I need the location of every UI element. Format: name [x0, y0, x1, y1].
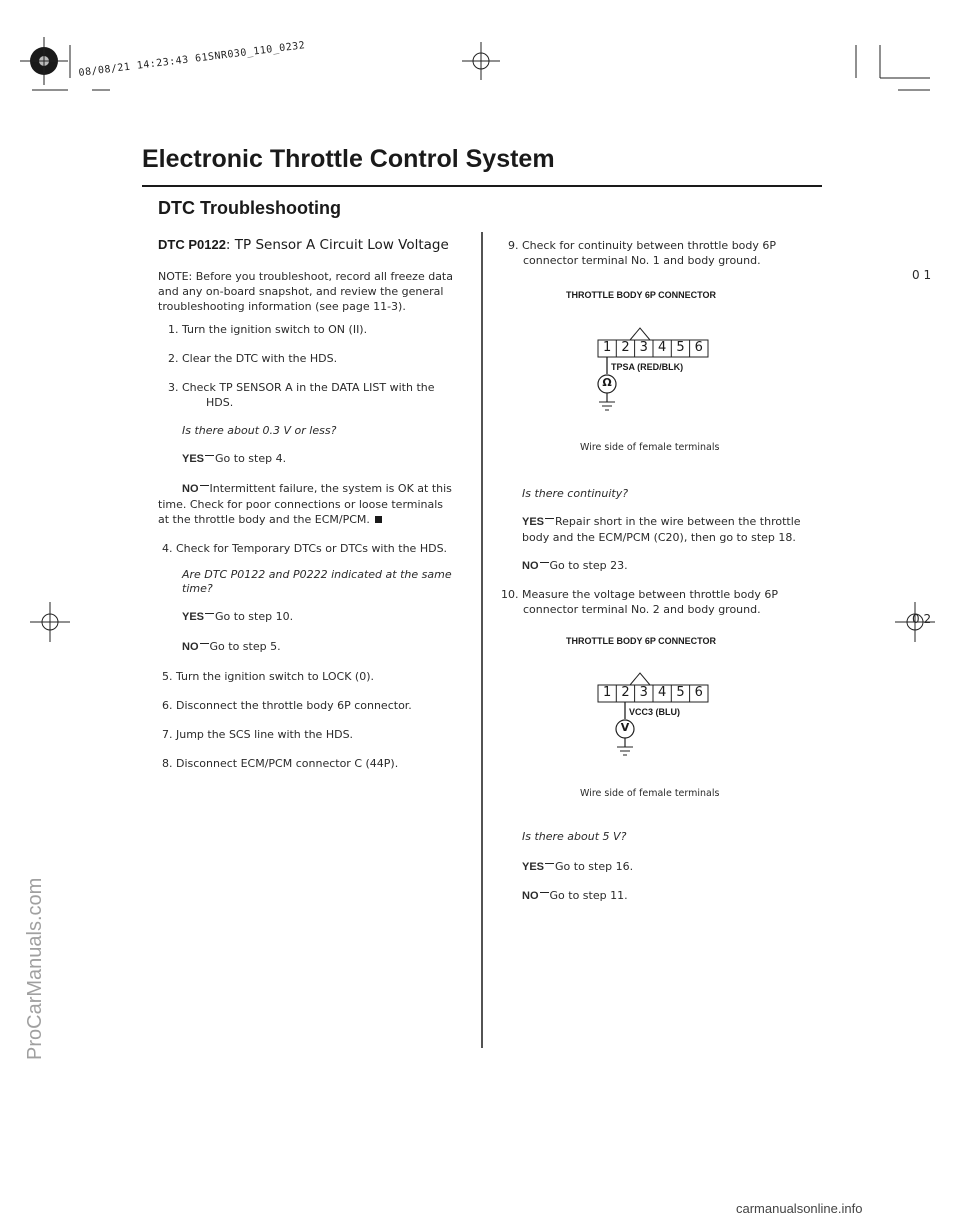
- yes-9-text: Repair short in the wire between the throttle: [555, 515, 801, 528]
- diagram-1-wire-label: TPSA (RED/BLK): [611, 362, 684, 372]
- terminal-5: 5: [676, 340, 685, 355]
- no-9: [522, 558, 628, 574]
- yes-9: [522, 514, 812, 545]
- terminal-4: 4: [658, 340, 667, 355]
- terminal-6: 6: [694, 685, 703, 700]
- question-4-line: Are DTC P0122 and P0222 indicated at the same: [182, 568, 452, 581]
- question-10: Is there about 5 V?: [522, 830, 627, 843]
- side-mark-2: 0 2: [912, 612, 932, 626]
- dash: [200, 643, 209, 644]
- no-4: [158, 639, 470, 655]
- no-3-text: time. Check for poor connections or loose terminals: [158, 498, 444, 511]
- no-label: NO: [182, 483, 199, 495]
- diagram-2-wire-label: VCC3 (BLU): [629, 707, 680, 717]
- no-10: [522, 888, 628, 904]
- step-8: 8. Disconnect ECM/PCM connector C (44P).: [162, 757, 399, 770]
- step-3-line: 3. Check TP SENSOR A in the DATA LIST with the: [168, 381, 435, 394]
- diagram-1-terminals: [598, 340, 708, 357]
- diagram-2-title: THROTTLE BODY 6P CONNECTOR: [566, 636, 717, 646]
- step-6: 6. Disconnect the throttle body 6P connector.: [162, 699, 412, 712]
- dash: [205, 613, 214, 614]
- side-watermark: ProCarManuals.com: [24, 877, 46, 1060]
- yes-3: [158, 451, 470, 467]
- note-block: [158, 269, 470, 314]
- no-4-text: Go to step 5.: [209, 640, 281, 653]
- footer-watermark: carmanualsonline.info: [736, 1201, 863, 1216]
- step-2: 2. Clear the DTC with the HDS.: [168, 352, 338, 365]
- yes-9-text: body and the ECM/PCM (C20), then go to step 18.: [522, 531, 796, 544]
- no-label: NO: [522, 560, 539, 572]
- no-3-text: at the throttle body and the ECM/PCM.: [158, 513, 370, 526]
- step-9: [508, 238, 808, 268]
- diagram-2-terminals: [598, 685, 708, 702]
- step-3-line: HDS.: [206, 396, 234, 409]
- dash: [540, 562, 549, 563]
- yes-label: YES: [522, 516, 545, 528]
- yes-label: YES: [182, 453, 205, 465]
- step-10-line: connector terminal No. 2 and body ground.: [523, 603, 761, 616]
- note-line: NOTE: Before you troubleshoot, record all freeze data: [158, 270, 453, 283]
- dash: [545, 863, 554, 864]
- no-10-text: Go to step 11.: [549, 889, 628, 902]
- connector-diagram-1: [590, 322, 730, 422]
- step-3: [158, 380, 470, 410]
- yes-10: [522, 859, 633, 875]
- no-3-text: Intermittent failure, the system is OK at this: [209, 482, 452, 495]
- side-mark-1: 0 1: [912, 268, 932, 282]
- terminal-1: 1: [603, 340, 612, 355]
- terminal-3: 3: [639, 340, 648, 355]
- diagram-1-caption: Wire side of female terminals: [580, 442, 720, 453]
- yes-4: [158, 609, 470, 625]
- terminal-2: 2: [621, 685, 630, 700]
- dtc-code: DTC P0122: [158, 237, 226, 252]
- print-stamp: 08/08/21 14:23:43 61SNR030_110_0232: [78, 40, 306, 79]
- step-10-line: 10. Measure the voltage between throttle body 6P: [501, 588, 779, 601]
- yes-4-text: Go to step 10.: [215, 610, 294, 623]
- step-5: 5. Turn the ignition switch to LOCK (0).: [162, 670, 375, 683]
- question-4-line: time?: [182, 582, 213, 595]
- yes-10-text: Go to step 16.: [555, 860, 634, 873]
- terminal-5: 5: [676, 685, 685, 700]
- terminal-4: 4: [658, 685, 667, 700]
- question-9: Is there continuity?: [522, 487, 629, 500]
- dash: [200, 485, 209, 486]
- terminal-1: 1: [603, 685, 612, 700]
- no-9-text: Go to step 23.: [549, 559, 628, 572]
- no-label: NO: [522, 890, 539, 902]
- note-line: troubleshooting information (see page 11-3).: [158, 300, 406, 313]
- step-1: 1. Turn the ignition switch to ON (II).: [168, 323, 368, 336]
- question-4: [158, 568, 470, 596]
- section-title: DTC Troubleshooting: [158, 198, 341, 218]
- diagram-1-title: THROTTLE BODY 6P CONNECTOR: [566, 290, 717, 300]
- yes-label: YES: [182, 611, 205, 623]
- no-label: NO: [182, 641, 199, 653]
- dash: [545, 518, 554, 519]
- dtc-description: : TP Sensor A Circuit Low Voltage: [225, 237, 449, 253]
- dash: [205, 455, 214, 456]
- step-10: [501, 587, 811, 617]
- step-9-line: 9. Check for continuity between throttle body 6P: [508, 239, 777, 252]
- voltmeter-icon: V: [620, 721, 630, 734]
- dtc-heading: [158, 236, 470, 254]
- step-4: 4. Check for Temporary DTCs or DTCs with the HDS.: [162, 542, 448, 555]
- terminal-6: 6: [694, 340, 703, 355]
- yes-3-text: Go to step 4.: [215, 452, 287, 465]
- connector-diagram-2: [590, 667, 730, 767]
- terminal-3: 3: [639, 685, 648, 700]
- terminal-2: 2: [621, 340, 630, 355]
- no-3: [158, 481, 470, 527]
- ohmmeter-icon: Ω: [602, 376, 612, 389]
- end-mark-icon: [375, 516, 382, 523]
- diagram-2-caption: Wire side of female terminals: [580, 788, 720, 799]
- yes-label: YES: [522, 861, 545, 873]
- question-3: Is there about 0.3 V or less?: [182, 424, 337, 437]
- step-7: 7. Jump the SCS line with the HDS.: [162, 728, 354, 741]
- page-title: Electronic Throttle Control System: [142, 145, 555, 173]
- dash: [540, 892, 549, 893]
- step-9-line: connector terminal No. 1 and body ground.: [523, 254, 761, 267]
- note-line: and any on-board snapshot, and review the general: [158, 285, 444, 298]
- left-column: [158, 236, 470, 771]
